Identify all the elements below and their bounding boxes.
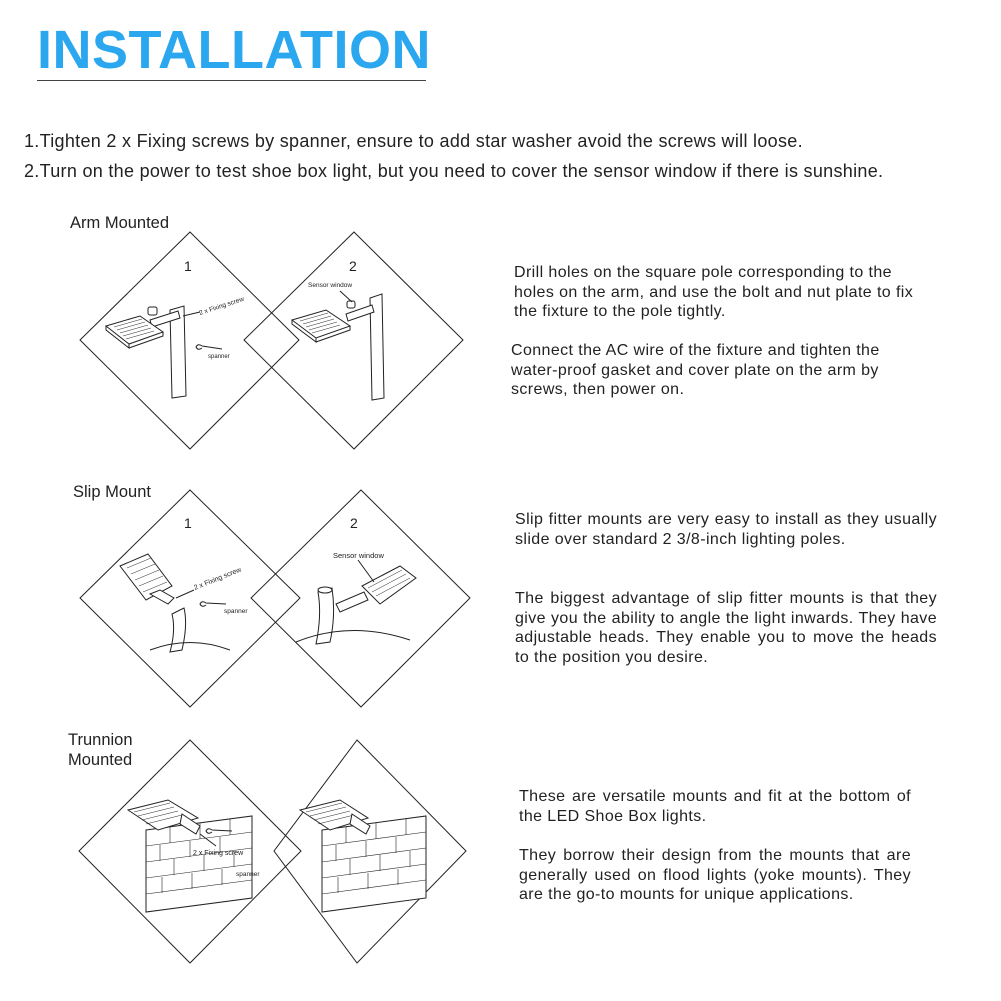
trunnion-mounted-label-line1: Trunnion (68, 731, 133, 749)
slip-mount-label: Slip Mount (73, 483, 151, 501)
page-title: INSTALLATION (37, 20, 431, 80)
slip1-spanner-label: spanner (224, 608, 248, 615)
arm-description-1: Drill holes on the square pole corresponding to the holes on the arm, and use the bolt and nut plate to fix the fixture to the pole tightly. (514, 264, 914, 320)
arm-step1-diagram (80, 232, 299, 449)
trunnion-step2-diagram (274, 740, 466, 963)
trunnion-mounted-label-line2: Mounted (68, 751, 133, 769)
arm1-spanner-label: spanner (208, 354, 230, 360)
slip2-sensor-window-label: Sensor window (333, 551, 384, 560)
slip-step1-diagram (80, 490, 300, 707)
trunnion-description-2: They borrow their design from the mounts that are generally used on flood lights (yoke mounts). They are the go-to mounts for unique applications. (519, 847, 911, 903)
slip-description-1: Slip fitter mounts are very easy to install as they usually slide over standard 2 3/8-inch lighting poles. (515, 511, 937, 548)
slip-step2-diagram (251, 490, 470, 707)
slip1-fixing-screw-label: 2 x Fixing screw (193, 566, 243, 592)
arm-step2-number: 2 (349, 258, 357, 274)
slip-description-2: The biggest advantage of slip fitter mounts is that they give you the ability to angle the light inwards. They have adjustable heads. They enable you to move the heads to the position you desire. (515, 590, 937, 666)
arm1-fixing-screw-label: 2 x Fixing screw (198, 295, 245, 317)
arm-mounted-label: Arm Mounted (70, 214, 170, 232)
slip-step1-number: 1 (184, 515, 192, 531)
trunnion-description-1: These are versatile mounts and fit at the bottom of the LED Shoe Box lights. (519, 788, 911, 825)
instruction-step-2: 2.Turn on the power to test shoe box light, but you need to cover the sensor window if there is sunshine. (24, 161, 884, 181)
arm2-sensor-window-label: Sensor window (308, 282, 353, 289)
trunnion1-fixing-screw-label: 2 x Fixing screw (193, 850, 244, 857)
arm-description-2: Connect the AC wire of the fixture and tighten the water-proof gasket and cover plate on the arm by screws, then power on. (511, 342, 880, 398)
slip-step2-number: 2 (350, 515, 358, 531)
trunnion1-spanner-label: spanner (236, 871, 260, 878)
arm-step2-diagram (244, 232, 463, 449)
arm-step1-number: 1 (184, 258, 192, 274)
trunnion-step1-diagram (79, 740, 301, 963)
instruction-step-1: 1.Tighten 2 x Fixing screws by spanner, ensure to add star washer avoid the screws will loose. (24, 131, 803, 151)
